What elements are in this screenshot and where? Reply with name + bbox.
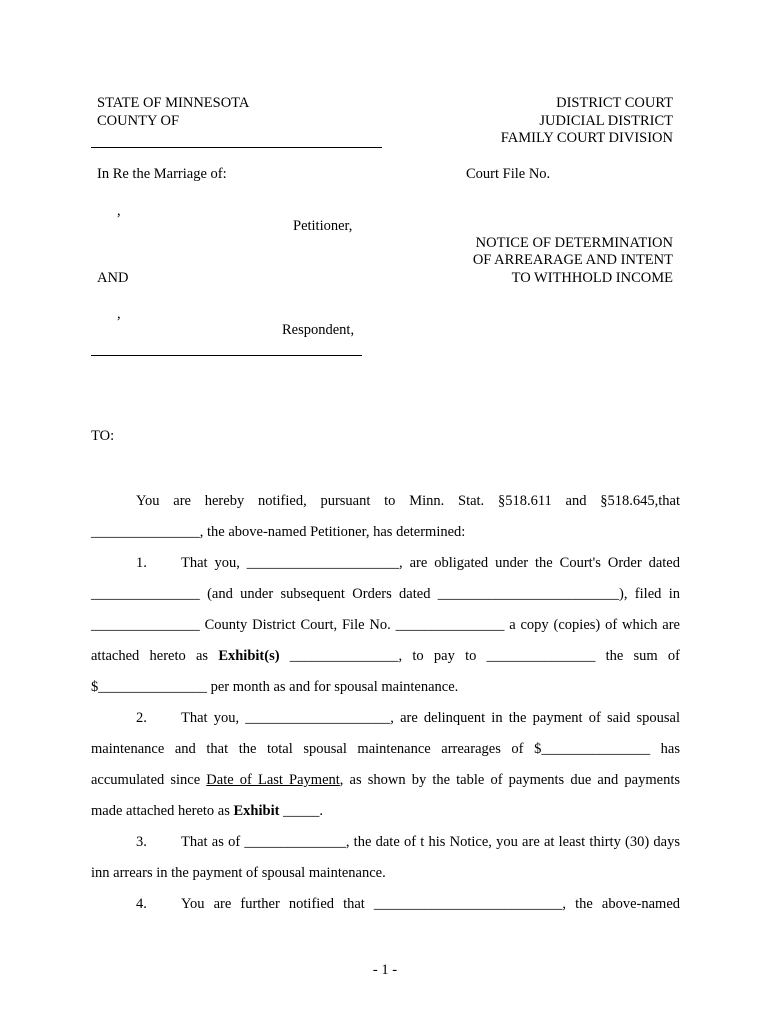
notice-body xyxy=(91,486,680,920)
item4-line1: 4. You are further notified that __________________________, the above-named xyxy=(136,896,680,912)
item1-line3: _______________ County District Court, File No. _______________ a copy (copies) of which are xyxy=(91,617,680,633)
petitioner-comma: , xyxy=(117,203,121,219)
district-label: JUDICIAL DISTRICT xyxy=(539,113,673,129)
in-re-label: In Re the Marriage of: xyxy=(97,166,227,182)
item1-line1: 1. That you, _____________________, are obligated under the Court's Order dated xyxy=(136,555,680,571)
court-file-label: Court File No. xyxy=(466,166,551,182)
item1-line2: _______________ (and under subsequent Orders dated _________________________), filed in xyxy=(91,586,680,602)
and-label: AND xyxy=(97,270,129,286)
county-rule xyxy=(91,147,382,148)
respondent-rule xyxy=(91,355,362,356)
page-number: - 1 - xyxy=(372,962,398,978)
item1-line4: attached hereto as Exhibit(s) _______________, to pay to _______________ the sum of xyxy=(91,648,680,664)
item2-line1: 2. That you, ____________________, are delinquent in the payment of said spousal xyxy=(136,710,680,726)
division-label: FAMILY COURT DIVISION xyxy=(500,130,673,146)
item3-line2: inn arrears in the payment of spousal maintenance. xyxy=(91,865,386,881)
document-title-line3: TO WITHHOLD INCOME xyxy=(511,270,673,286)
item3-line1: 3. That as of ______________, the date of t his Notice, you are at least thirty (30) days xyxy=(136,834,680,850)
respondent-comma: , xyxy=(117,306,121,322)
item2-line3: accumulated since Date of Last Payment, as shown by the table of payments due and payments xyxy=(91,772,680,788)
document-title-line1: NOTICE OF DETERMINATION xyxy=(475,235,673,251)
intro-line2: _______________, the above-named Petitioner, has determined: xyxy=(91,524,466,540)
intro-line1: You are hereby notified, pursuant to Minn. Stat. §518.611 and §518.645,that xyxy=(136,493,680,509)
to-label: TO: xyxy=(91,428,115,444)
respondent-label: Respondent, xyxy=(282,322,355,338)
item1-line5: $_______________ per month as and for spousal maintenance. xyxy=(91,679,459,695)
item2-line2: maintenance and that the total spousal maintenance arrearages of $_______________ has xyxy=(91,741,680,757)
document-title-line2: OF ARREARAGE AND INTENT xyxy=(472,252,673,268)
county-label: COUNTY OF xyxy=(97,113,180,129)
petitioner-label: Petitioner, xyxy=(293,218,353,234)
item2-line4: made attached hereto as Exhibit _____. xyxy=(91,803,323,819)
state-label: STATE OF MINNESOTA xyxy=(97,95,250,111)
court-label: DISTRICT COURT xyxy=(556,95,673,111)
